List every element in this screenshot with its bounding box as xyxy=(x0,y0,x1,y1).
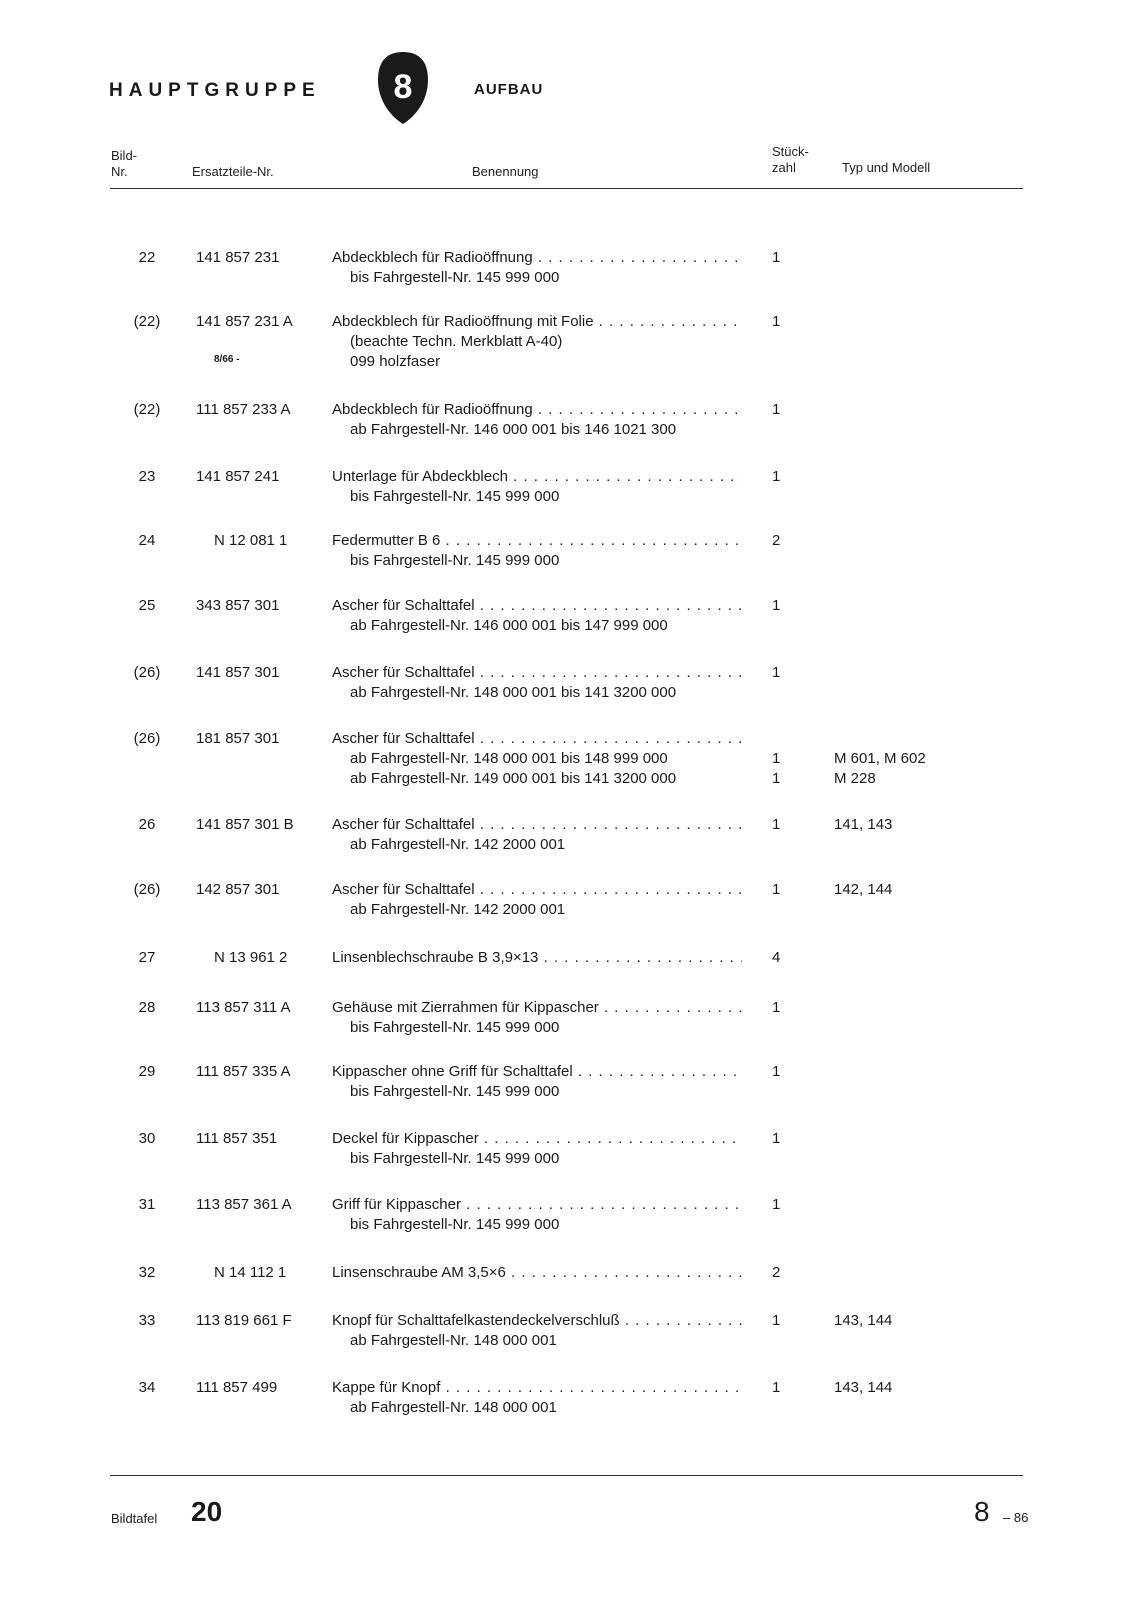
description-detail: ab Fahrgestell-Nr. 148 000 001 bis 148 999 000 xyxy=(350,750,668,767)
part-description: Abdeckblech für Radioöffnung mit Folie . . . xyxy=(332,312,742,332)
page-number: 8 xyxy=(974,1496,990,1527)
description-detail: ab Fahrgestell-Nr. 146 000 001 bis 146 1021 300 xyxy=(350,421,677,438)
part-description: Ascher für Schalttafel . . . xyxy=(332,663,742,683)
quantity: 1 xyxy=(772,468,781,485)
description-detail: (beachte Techn. Merkblatt A-40) xyxy=(350,333,563,350)
footer-label: Bildtafel xyxy=(111,1511,158,1526)
col-header-quantity xyxy=(772,144,809,176)
part-description: Kappe für Knopf . . . xyxy=(332,1378,742,1398)
description-detail: ab Fahrgestell-Nr. 142 2000 001 xyxy=(350,836,566,853)
figure-number: 32 xyxy=(138,1264,156,1281)
col-header-description: Benennung xyxy=(472,164,539,179)
description-detail: bis Fahrgestell-Nr. 145 999 000 xyxy=(350,1019,560,1036)
quantity: 1 xyxy=(772,401,781,418)
figure-number: 26 xyxy=(138,816,156,833)
part-number: 181 857 301 xyxy=(196,730,280,747)
part-number: 141 857 301 B xyxy=(196,816,294,833)
figure-number: 24 xyxy=(138,532,156,549)
quantity: 1 xyxy=(772,999,781,1016)
part-description: Unterlage für Abdeckblech . . . xyxy=(332,467,742,487)
quantity: 1 xyxy=(772,664,781,681)
part-description: Linsenblechschraube B 3,9×13 . . . xyxy=(332,948,742,968)
part-description: Kippascher ohne Griff für Schalttafel . . . xyxy=(332,1062,742,1082)
model-type: 143, 144 xyxy=(834,1379,893,1396)
quantity: 1 xyxy=(772,750,781,767)
figure-number: (22) xyxy=(133,401,161,418)
col-header-qty-line1: Stück- xyxy=(772,144,809,159)
quantity: 2 xyxy=(772,1264,781,1281)
figure-number: 30 xyxy=(138,1130,156,1147)
description-detail: bis Fahrgestell-Nr. 145 999 000 xyxy=(350,1150,560,1167)
model-type: M 601, M 602 xyxy=(834,750,926,767)
part-description: Ascher für Schalttafel . . . xyxy=(332,596,742,616)
description-detail: ab Fahrgestell-Nr. 148 000 001 bis 141 3200 000 xyxy=(350,684,677,701)
part-number: 113 819 661 F xyxy=(196,1312,292,1329)
part-number: 111 857 499 xyxy=(196,1379,278,1396)
figure-number: 22 xyxy=(138,249,156,266)
model-type: 142, 144 xyxy=(834,881,893,898)
part-description: Abdeckblech für Radioöffnung . . . xyxy=(332,400,742,420)
part-number: 142 857 301 xyxy=(196,881,280,898)
part-number: 343 857 301 xyxy=(196,597,280,614)
part-number: 111 857 351 xyxy=(196,1130,278,1147)
description-detail: bis Fahrgestell-Nr. 145 999 000 xyxy=(350,1083,560,1100)
quantity: 4 xyxy=(772,949,781,966)
figure-number: 31 xyxy=(138,1196,156,1213)
part-number: N 14 112 1 xyxy=(214,1264,287,1281)
part-number: 141 857 231 A xyxy=(196,313,293,330)
quantity: 1 xyxy=(772,1130,781,1147)
quantity: 1 xyxy=(772,249,781,266)
part-description: Griff für Kippascher . . . xyxy=(332,1195,742,1215)
part-description: Deckel für Kippascher . . . xyxy=(332,1129,742,1149)
description-detail: ab Fahrgestell-Nr. 149 000 001 bis 141 3200 000 xyxy=(350,770,677,787)
quantity: 1 xyxy=(772,313,781,330)
part-description: Gehäuse mit Zierrahmen für Kippascher . . . xyxy=(332,998,742,1018)
figure-number: 27 xyxy=(138,949,156,966)
col-header-bild-line2: Nr. xyxy=(111,164,128,179)
description-detail: ab Fahrgestell-Nr. 148 000 001 xyxy=(350,1399,557,1416)
figure-number: (26) xyxy=(133,881,161,898)
model-type: 141, 143 xyxy=(834,816,893,833)
quantity: 1 xyxy=(772,1379,781,1396)
part-number: 111 857 233 A xyxy=(196,401,291,418)
group-title: HAUPTGRUPPE xyxy=(109,80,321,101)
footer-rule xyxy=(110,1475,1023,1476)
col-header-bild-line1: Bild- xyxy=(111,148,138,163)
page-number-sub: – 86 xyxy=(1003,1510,1029,1525)
part-description: Federmutter B 6 . . . xyxy=(332,531,742,551)
quantity: 1 xyxy=(772,816,781,833)
quantity: 1 xyxy=(772,881,781,898)
quantity: 1 xyxy=(772,597,781,614)
svg-text:8: 8 xyxy=(393,68,413,106)
description-detail: bis Fahrgestell-Nr. 145 999 000 xyxy=(350,1216,560,1233)
part-number: 141 857 231 xyxy=(196,249,280,266)
part-description: Knopf für Schalttafelkastendeckelverschluß . . . xyxy=(332,1311,742,1331)
part-description: Ascher für Schalttafel . . . xyxy=(332,729,742,749)
col-header-part-number: Ersatzteile-Nr. xyxy=(192,164,274,179)
quantity: 1 xyxy=(772,1196,781,1213)
figure-number: (26) xyxy=(133,730,161,747)
part-number: 141 857 301 xyxy=(196,664,280,681)
description-detail: bis Fahrgestell-Nr. 145 999 000 xyxy=(350,552,560,569)
figure-number: 23 xyxy=(138,468,156,485)
figure-number: 34 xyxy=(138,1379,156,1396)
part-number: 141 857 241 xyxy=(196,468,280,485)
description-detail: 099 holzfaser xyxy=(350,353,441,370)
section-title: AUFBAU xyxy=(474,81,544,98)
quantity: 2 xyxy=(772,532,781,549)
description-detail: bis Fahrgestell-Nr. 145 999 000 xyxy=(350,488,560,505)
header-rule xyxy=(110,188,1023,189)
part-description: Linsenschraube AM 3,5×6 . . . xyxy=(332,1263,742,1283)
part-number: 113 857 361 A xyxy=(196,1196,292,1213)
part-description: Ascher für Schalttafel . . . xyxy=(332,815,742,835)
quantity: 1 xyxy=(772,1312,781,1329)
description-detail: ab Fahrgestell-Nr. 148 000 001 xyxy=(350,1332,557,1349)
figure-number: 29 xyxy=(138,1063,156,1080)
quantity: 1 xyxy=(772,770,781,787)
part-number: N 12 081 1 xyxy=(214,532,288,549)
group-number-badge xyxy=(376,50,430,126)
part-description: Abdeckblech für Radioöffnung . . . xyxy=(332,248,742,268)
figure-number: 28 xyxy=(138,999,156,1016)
quantity: 1 xyxy=(772,1063,781,1080)
part-description: Ascher für Schalttafel . . . xyxy=(332,880,742,900)
part-number: 113 857 311 A xyxy=(196,999,291,1016)
col-header-model: Typ und Modell xyxy=(842,160,931,175)
col-header-qty-line2: zahl xyxy=(772,160,796,175)
model-type: 143, 144 xyxy=(834,1312,893,1329)
figure-number: 25 xyxy=(138,597,156,614)
figure-number: 33 xyxy=(138,1312,156,1329)
part-number: N 13 961 2 xyxy=(214,949,288,966)
figure-number: (22) xyxy=(133,313,161,330)
description-detail: ab Fahrgestell-Nr. 146 000 001 bis 147 999 000 xyxy=(350,617,668,634)
description-detail: bis Fahrgestell-Nr. 145 999 000 xyxy=(350,269,560,286)
date-note: 8/66 - xyxy=(214,354,240,365)
model-type: M 228 xyxy=(834,770,876,787)
part-number: 111 857 335 A xyxy=(196,1063,291,1080)
figure-number: (26) xyxy=(133,664,161,681)
plate-number: 20 xyxy=(191,1496,223,1527)
description-detail: ab Fahrgestell-Nr. 142 2000 001 xyxy=(350,901,566,918)
col-header-bild xyxy=(111,148,137,180)
